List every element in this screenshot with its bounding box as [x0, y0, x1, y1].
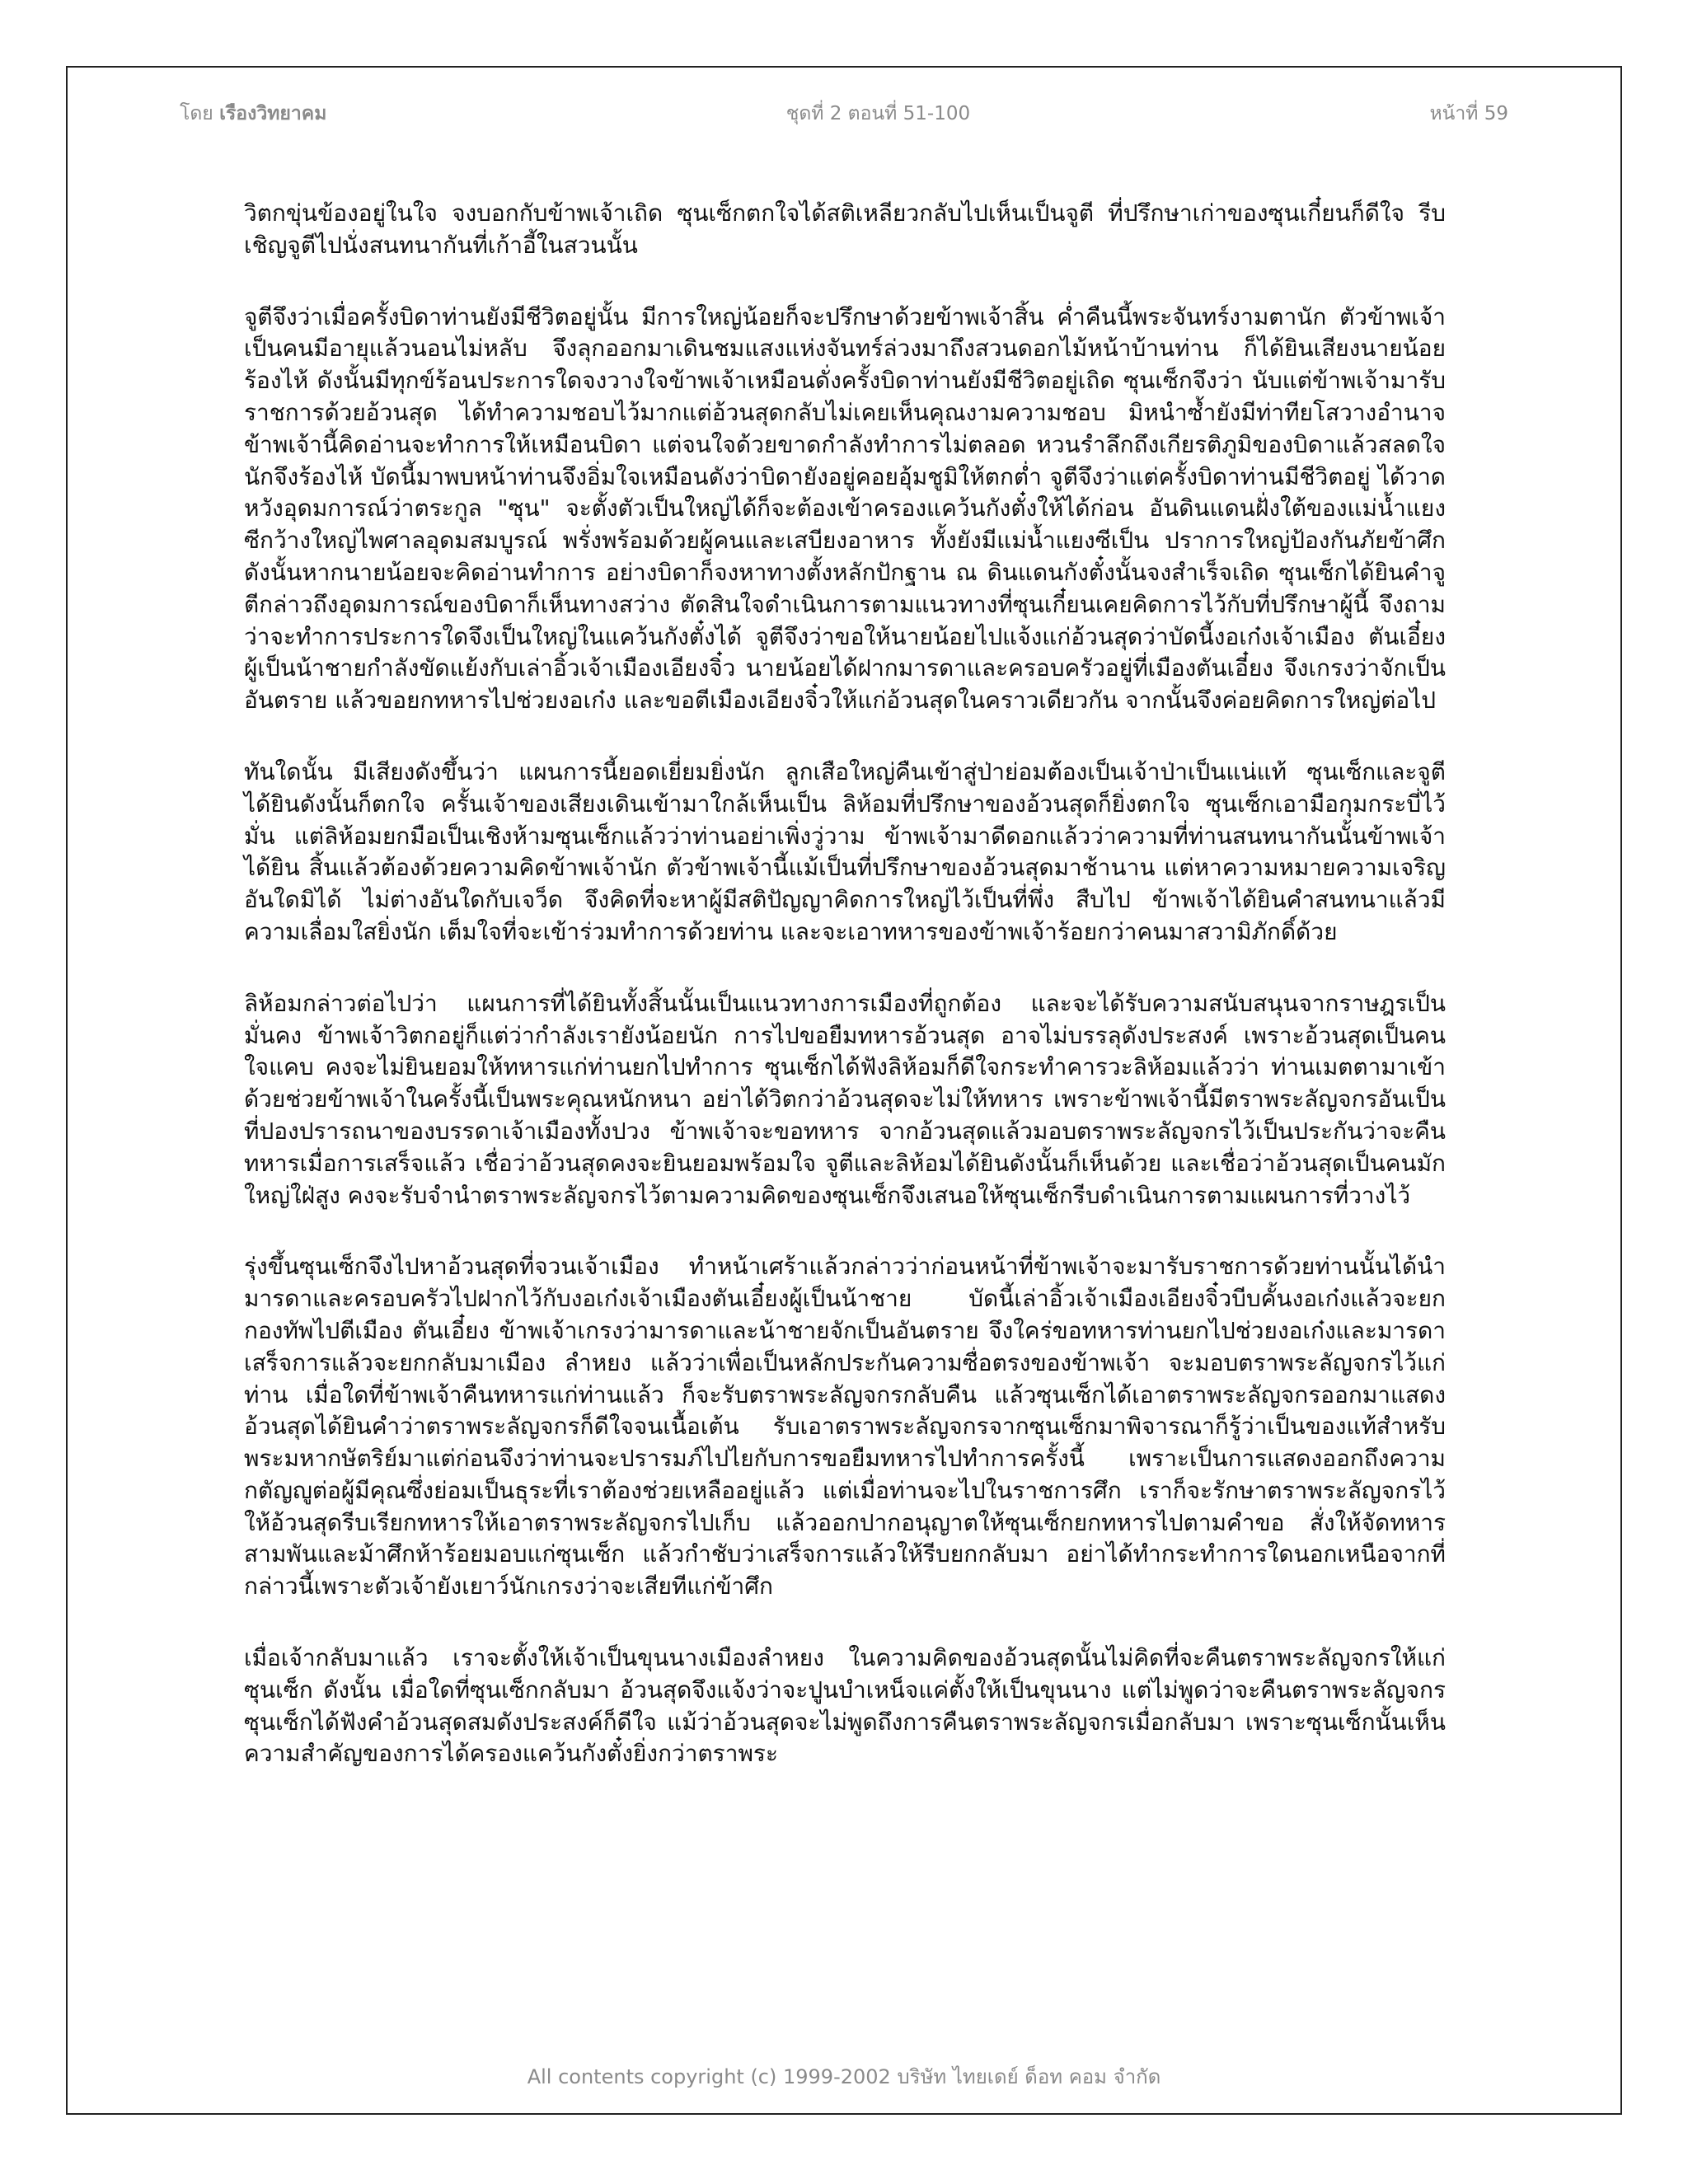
document-body [244, 198, 1446, 1810]
copyright-footer: All contents copyright (c) 1999-2002 บริษัท ไทยเดย์ ด็อท คอม จำกัด [527, 2065, 1161, 2088]
author-credit [180, 99, 326, 129]
body-paragraph: เมื่อเจ้ากลับมาแล้ว เราจะตั้งให้เจ้าเป็นขุนนางเมืองลำหยง ในความคิดของอ้วนสุดนั้นไม่คิดที่จะคืนตราพระลัญจกรให้แก่ ซุนเซ็ก ดังนั้น เมื่อใดที่ซุนเซ็กกลับมา อ้วนสุดจึงแจ้งว่าจะปูนบำเหน็จแค่ตั้งให้เป็นขุนนาง แต่ไม่พูดว่าจะคืนตราพระลัญจกร ซุนเซ็กได้ฟังคำอ้วนสุดสมดังประสงค์ก็ดีใจ แม้ว่าอ้วนสุดจะไม่พูดถึงการคืนตราพระลัญจกรเมื่อกลับมา เพราะซุนเซ็กนั้นเห็นความสำคัญของการได้ครองแคว้นกังตั๋งยิ่งกว่าตราพระ [244, 1644, 1446, 1768]
body-paragraph: วิตกขุ่นข้องอยู่ในใจ จงบอกกับข้าพเจ้าเถิด ซุนเซ็กตกใจได้สติเหลียวกลับไปเห็นเป็นจูตี ที่ปรึกษาเก่าของซุนเกี๋ยนก็ดีใจ รีบเชิญจูตีไปนั่งสนทนากันที่เก้าอี้ในสวนนั้น [244, 199, 1446, 259]
page-header [180, 97, 1508, 130]
body-paragraph: รุ่งขึ้นซุนเซ็กจึงไปหาอ้วนสุดที่จวนเจ้าเมือง ทำหน้าเศร้าแล้วกล่าวว่าก่อนหน้าที่ข้าพเจ้าจะมารับราชการด้วยท่านนั้นได้นำมารดาและครอบครัวไปฝากไว้กับงอเก๋งเจ้าเมืองตันเอี๋ยงผู้เป็นน้าชาย บัดนี้เล่าอิ้วเจ้าเมืองเอียงจิ๋วบีบคั้นงอเก๋งแล้วจะยกกองทัพไปตีเมือง ตันเอี๋ยง ข้าพเจ้าเกรงว่ามารดาและน้าชายจักเป็นอันตราย จึงใคร่ขอทหารท่านยกไปช่วยงอเก๋งและมารดาเสร็จการแล้วจะยกกลับมาเมือง ลำหยง แล้วว่าเพื่อเป็นหลักประกันความซื่อตรงของข้าพเจ้า จะมอบตราพระลัญจกรไว้แก่ท่าน เมื่อใดที่ข้าพเจ้าคืนทหารแก่ท่านแล้ว ก็จะรับตราพระลัญจกรกลับคืน แล้วซุนเซ็กได้เอาตราพระลัญจกรออกมาแสดง อ้วนสุดได้ยินคำว่าตราพระลัญจกรก็ดีใจจนเนื้อเต้น รับเอาตราพระลัญจกรจากซุนเซ็กมาพิจารณาก็รู้ว่าเป็นของแท้สำหรับพระมหากษัตริย์มาแต่ก่อนจึงว่าท่านจะปรารมภ์ไปไยกับการขอยืมทหารไปทำการครั้งนี้ เพราะเป็นการแสดงออกถึงความกตัญญูต่อผู้มีคุณซึ่งย่อมเป็นธุระที่เราต้องช่วยเหลืออยู่แล้ว แต่เมื่อท่านจะไปในราชการศึก เราก็จะรักษาตราพระลัญจกรไว้ให้อ้วนสุดรีบเรียกทหารให้เอาตราพระลัญจกรไปเก็บ แล้วออกปากอนุญาตให้ซุนเซ็กยกทหารไปตามคำขอ สั่งให้จัดทหารสามพันและม้าศึกห้าร้อยมอบแก่ซุนเซ็ก แล้วกำชับว่าเสร็จการแล้วให้รีบยกกลับมา อย่าได้ทำกระทำการใดนอกเหนือจากที่กล่าวนี้เพราะตัวเจ้ายังเยาว์นักเกรงว่าจะเสียทีแก่ข้าศึก [244, 1253, 1446, 1601]
author-prefix: โดย [180, 103, 220, 124]
body-paragraph: ทันใดนั้น มีเสียงดังขึ้นว่า แผนการนี้ยอดเยี่ยมยิ่งนัก ลูกเสือใหญ่คืนเข้าสู่ป่าย่อมต้องเป็นเจ้าป่าเป็นแน่แท้ ซุนเซ็กและจูตีได้ยินดังนั้นก็ตกใจ ครั้นเจ้าของเสียงเดินเข้ามาใกล้เห็นเป็น ลิห้อมที่ปรึกษาของอ้วนสุดก็ยิ่งตกใจ ซุนเซ็กเอามือกุมกระบี่ไว้มั่น แต่ลิห้อมยกมือเป็นเชิงห้ามซุนเซ็กแล้วว่าท่านอย่าเพิ่งวู่วาม ข้าพเจ้ามาดีดอกแล้วว่าความที่ท่านสนทนากันนั้นข้าพเจ้าได้ยิน สิ้นแล้วต้องด้วยความคิดข้าพเจ้านัก ตัวข้าพเจ้านี้แม้เป็นที่ปรึกษาของอ้วนสุดมาช้านาน แต่หาความหมายความเจริญอันใดมิได้ ไม่ต่างอันใดกับเจว็ด จึงคิดที่จะหาผู้มีสติปัญญาคิดการใหญ่ไว้เป็นที่พึ่ง สืบไป ข้าพเจ้าได้ยินคำสนทนาแล้วมีความเลื่อมใสยิ่งนัก เต็มใจที่จะเข้าร่วมทำการด้วยท่าน และจะเอาทหารของข้าพเจ้าร้อยกว่าคนมาสวามิภักดิ์ด้วย [244, 757, 1446, 945]
page-number: หน้าที่ 59 [1429, 103, 1508, 124]
body-paragraph: จูตีจึงว่าเมื่อครั้งบิดาท่านยังมีชีวิตอยู่นั้น มีการใหญ่น้อยก็จะปรึกษาด้วยข้าพเจ้าสิ้น ค่ำคืนนี้พระจันทร์งามตานัก ตัวข้าพเจ้าเป็นคนมีอายุแล้วนอนไม่หลับ จึงลุกออกมาเดินชมแสงแห่งจันทร์ล่วงมาถึงสวนดอกไม้หน้าบ้านท่าน ก็ได้ยินเสียงนายน้อยร้องไห้ ดังนั้นมีทุกข์ร้อนประการใดจงวางใจข้าพเจ้าเหมือนดั่งครั้งบิดาท่านยังมีชีวิตอยู่เถิด ซุนเซ็กจึงว่า นับแต่ข้าพเจ้ามารับราชการด้วยอ้วนสุด ได้ทำความชอบไว้มากแต่อ้วนสุดกลับไม่เคยเห็นคุณงามความชอบ มิหนำซ้ำยังมีท่าทียโสวางอำนาจ ข้าพเจ้านี้คิดอ่านจะทำการให้เหมือนบิดา แต่จนใจด้วยขาดกำลังทำการไม่ตลอด หวนรำลึกถึงเกียรติภูมิของบิดาแล้วสลดใจนักจึงร้องไห้ บัดนี้มาพบหน้าท่านจึงอิ่มใจเหมือนดังว่าบิดายังอยู่คอยอุ้มชูมิให้ตกต่ำ จูตีจึงว่าแต่ครั้งบิดาท่านมีชีวิตอยู่ ได้วาดหวังอุดมการณ์ว่าตระกูล "ซุน" จะตั้งตัวเป็นใหญ่ได้ก็จะต้องเข้าครองแคว้นกังตั๋งให้ได้ก่อน อันดินแดนฝั่งใต้ของแม่น้ำแยงซีกว้างใหญ่ไพศาลอุดมสมบูรณ์ พรั่งพร้อมด้วยผู้คนและเสบียงอาหาร ทั้งยังมีแม่น้ำแยงซีเป็น ปราการใหญ่ป้องกันภัยข้าศึก ดังนั้นหากนายน้อยจะคิดอ่านทำการ อย่างบิดาก็จงหาทางตั้งหลักปักฐาน ณ ดินแดนกังตั๋งนั้นจงสำเร็จเถิด ซุนเซ็กได้ยินคำจูตีกล่าวถึงอุดมการณ์ของบิดาก็เห็นทางสว่าง ตัดสินใจดำเนินการตามแนวทางที่ซุนเกี๋ยนเคยคิดการไว้กับที่ปรึกษาผู้นี้ จึงถามว่าจะทำการประการใดจึงเป็นใหญ่ในแคว้นกังตั๋งได้ จูตีจึงว่าขอให้นายน้อยไปแจ้งแก่อ้วนสุดว่าบัดนี้งอเก๋งเจ้าเมือง ตันเอี๋ยง ผู้เป็นน้าชายกำลังขัดแย้งกับเล่าอิ้วเจ้าเมืองเอียงจิ๋ว นายน้อยได้ฝากมารดาและครอบครัวอยู่ที่เมืองตันเอี๋ยง จึงเกรงว่าจักเป็นอันตราย แล้วขอยกทหารไปช่วยงอเก๋ง และขอตีเมืองเอียงจิ๋วให้แก่อ้วนสุดในคราวเดียวกัน จากนั้นจึงค่อยคิดการใหญ่ต่อไป [244, 302, 1446, 715]
series-label: ชุดที่ 2 ตอนที่ 51-100 [785, 103, 971, 124]
body-paragraph: ลิห้อมกล่าวต่อไปว่า แผนการที่ได้ยินทั้งสิ้นนั้นเป็นแนวทางการเมืองที่ถูกต้อง และจะได้รับความสนับสนุนจากราษฎรเป็นมั่นคง ข้าพเจ้าวิตกอยู่ก็แต่ว่ากำลังเรายังน้อยนัก การไปขอยืมทหารอ้วนสุด อาจไม่บรรลุดังประสงค์ เพราะอ้วนสุดเป็นคนใจแคบ คงจะไม่ยินยอมให้ทหารแก่ท่านยกไปทำการ ซุนเซ็กได้ฟังลิห้อมก็ดีใจกระทำคารวะลิห้อมแล้วว่า ท่านเมตตามาเข้าด้วยช่วยข้าพเจ้าในครั้งนี้เป็นพระคุณหนักหนา อย่าได้วิตกว่าอ้วนสุดจะไม่ให้ทหาร เพราะข้าพเจ้านี้มีตราพระลัญจกรอันเป็นที่ปองปรารถนาของบรรดาเจ้าเมืองทั้งปวง ข้าพเจ้าจะขอทหาร จากอ้วนสุดแล้วมอบตราพระลัญจกรไว้เป็นประกันว่าจะคืนทหารเมื่อการเสร็จแล้ว เชื่อว่าอ้วนสุดคงจะยินยอมพร้อมใจ จูตีและลิห้อมได้ยินดังนั้นก็เห็นด้วย และเชื่อว่าอ้วนสุดเป็นคนมักใหญ่ใฝ่สูง คงจะรับจำนำตราพระลัญจกรไว้ตามความคิดของซุนเซ็กจึงเสนอให้ซุนเซ็กรีบดำเนินการตามแผนการที่วางไว้ [244, 989, 1446, 1209]
author-name: เรืองวิทยาคม [219, 103, 327, 124]
